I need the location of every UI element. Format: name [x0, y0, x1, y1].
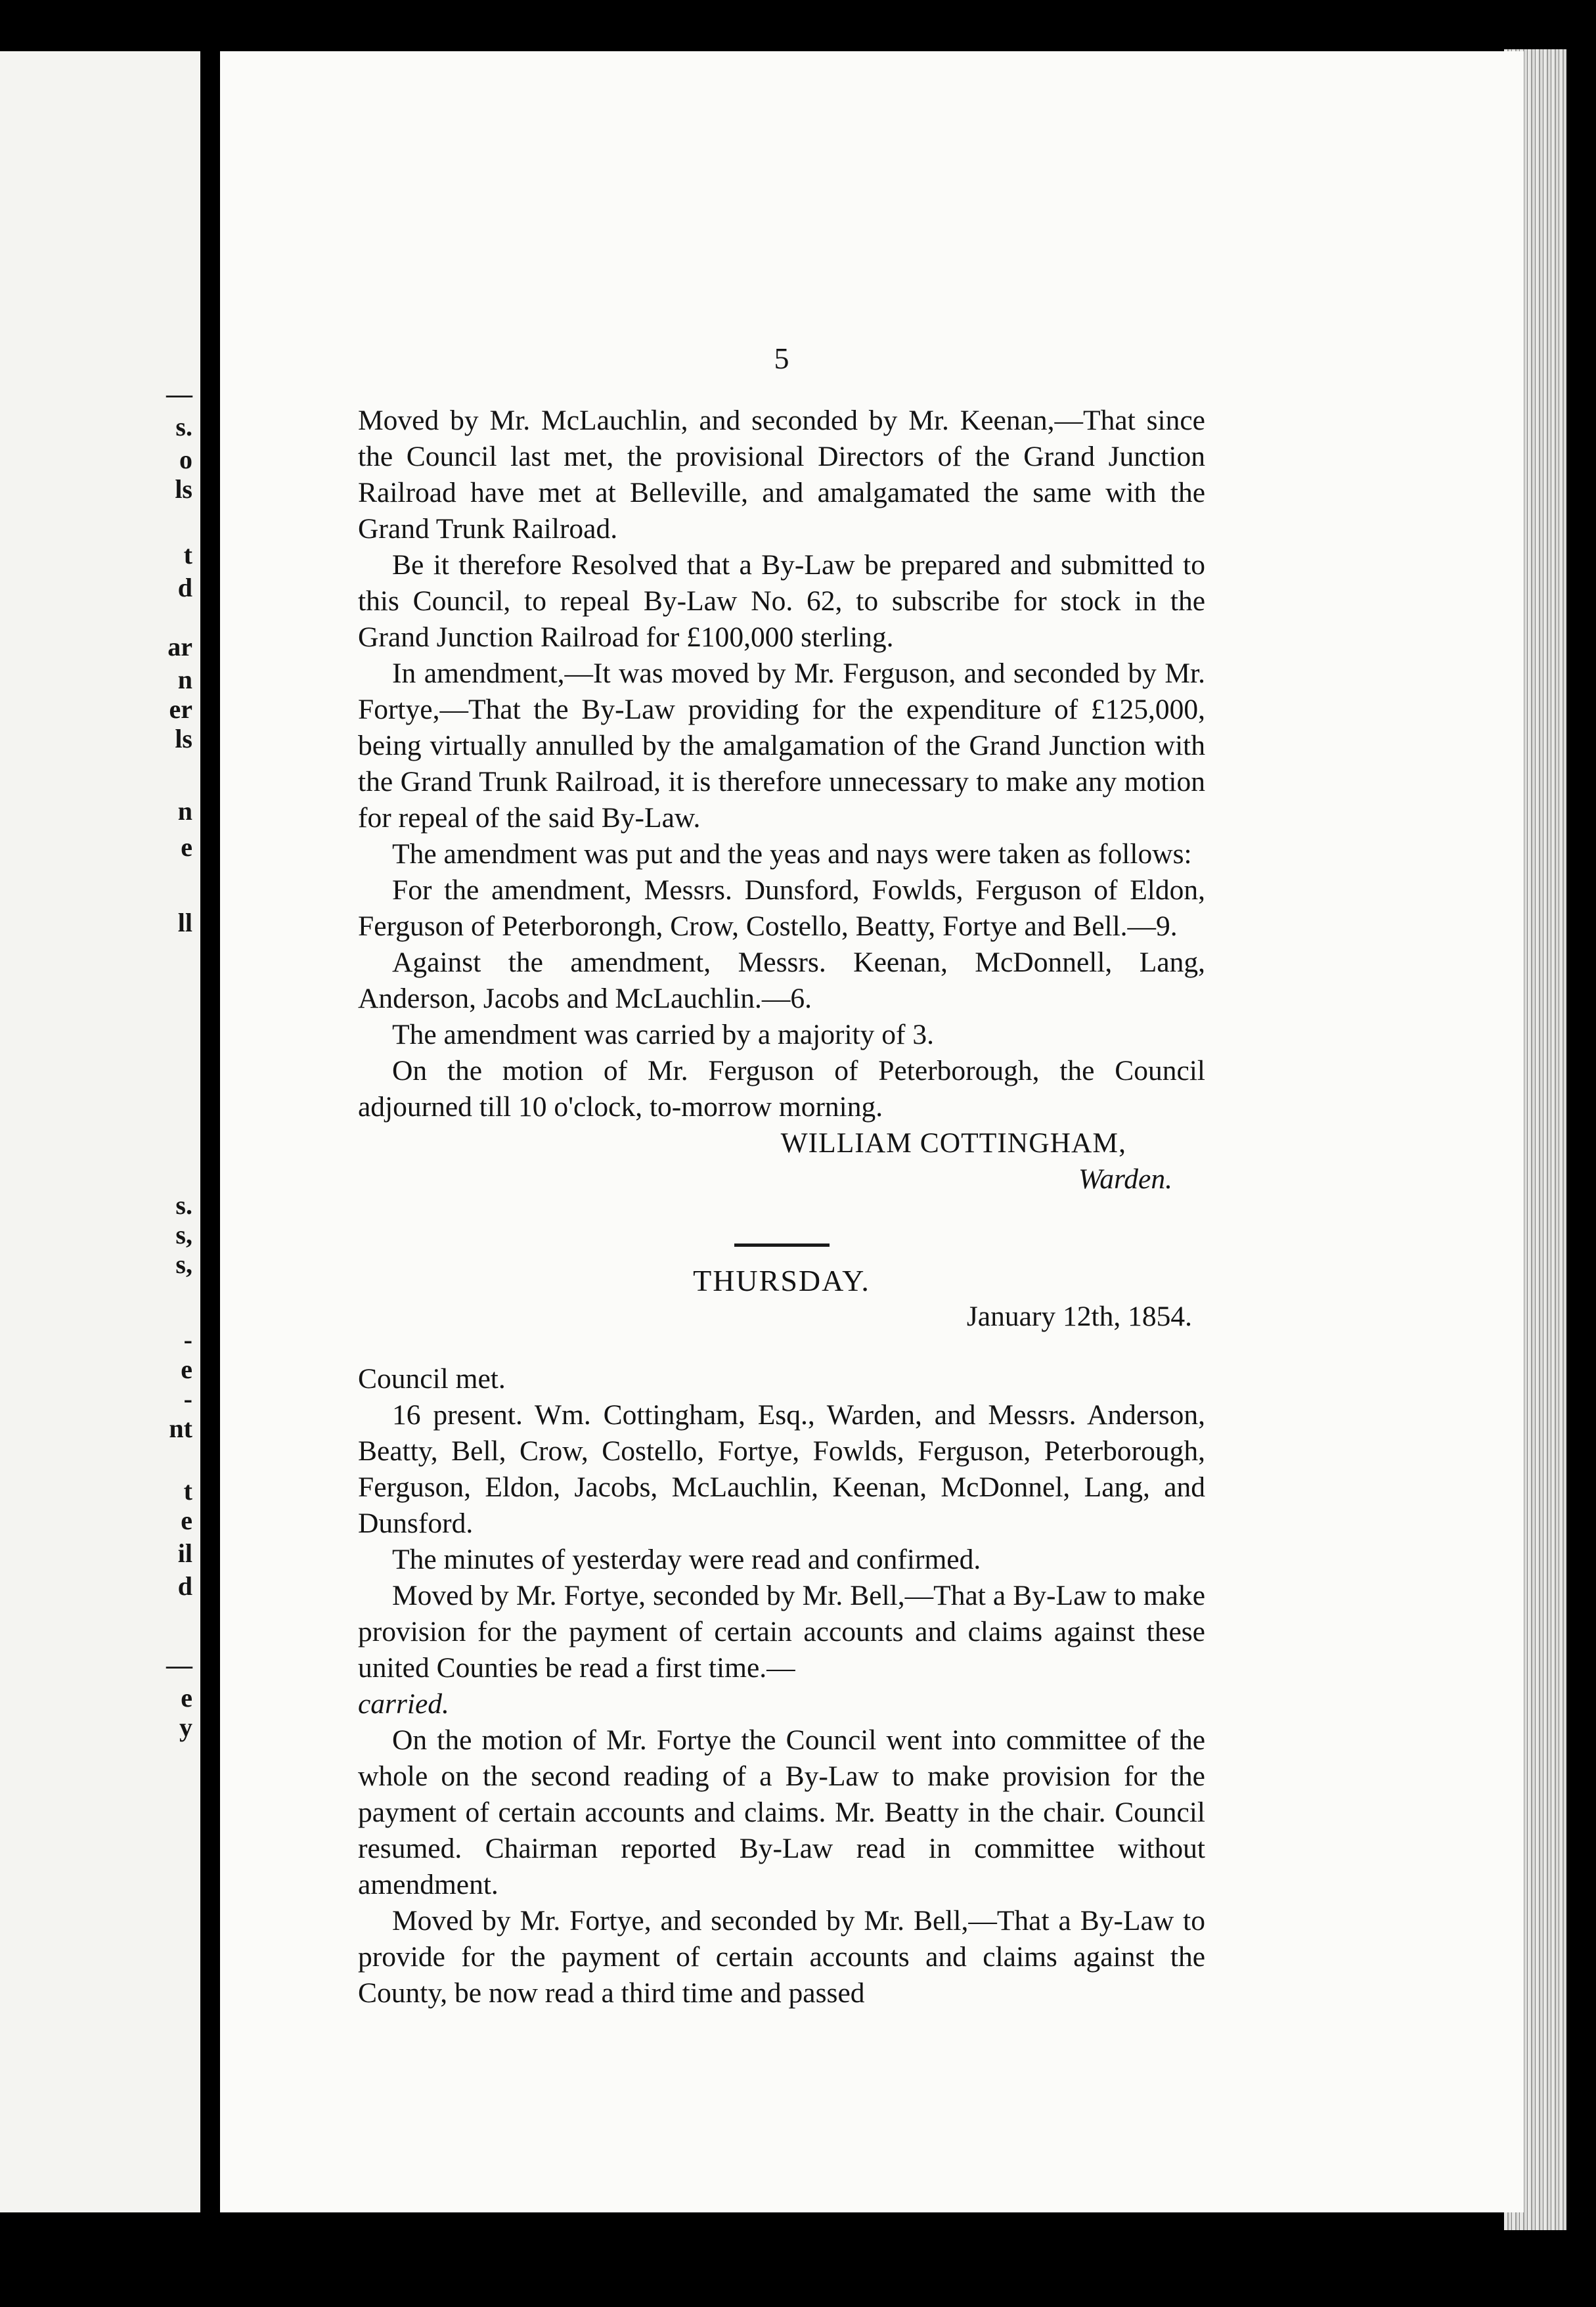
edge-char: e: [181, 1355, 192, 1384]
edge-char: y: [179, 1713, 192, 1742]
edge-char: t: [183, 540, 192, 570]
paragraph: Council met.: [358, 1363, 506, 1395]
edge-char: ls: [175, 724, 192, 753]
paragraph: 16 present. Wm. Cottingham, Esq., Warden, and Messrs. Anderson, Beatty, Bell, Crow, Costello, Fortye, Fowlds, Ferguson, Peterborough, Ferguson, Eldon, Jacobs, McLauchlin, Keenan, McDonnel, Lang, and Dunsford.: [358, 1399, 1205, 1539]
edge-char: ar: [167, 632, 192, 661]
edge-char: s.: [175, 412, 192, 441]
edge-char: —: [166, 1650, 192, 1680]
edge-char: o: [179, 445, 192, 474]
edge-char: ls: [175, 474, 192, 504]
paragraph: The amendment was put and the yeas and nays were taken as follows:: [392, 838, 1192, 870]
paragraph: Moved by Mr. Fortye, seconded by Mr. Bell,—That a By-Law to make provision for the payment of certain accounts and claims against these united Counties be read a first time.—: [358, 1580, 1205, 1684]
edge-char: e: [181, 1506, 192, 1535]
signature-role: Warden.: [1078, 1163, 1172, 1195]
page-number: 5: [774, 342, 789, 375]
edge-char: s,: [175, 1249, 192, 1279]
book-gutter: [200, 0, 220, 2307]
edge-char: t: [183, 1476, 192, 1506]
edge-char: d: [177, 573, 192, 602]
section-date: January 12th, 1854.: [966, 1301, 1192, 1332]
edge-char: s.: [175, 1190, 192, 1220]
carried-note: carried.: [358, 1688, 449, 1720]
signature-name: WILLIAM COTTINGHAM,: [780, 1127, 1126, 1159]
edge-char: d: [177, 1571, 192, 1601]
paragraph: On the motion of Mr. Ferguson of Peterborough, the Council adjourned till 10 o'clock, to-morrow morning.: [358, 1055, 1205, 1123]
edge-char: n: [177, 665, 192, 694]
paragraph: Moved by Mr. McLauchlin, and seconded by Mr. Keenan,—That since the Council last met, the provisional Directors of the Grand Junction Railroad have met at Belleville, and amalgamated the same with the Grand Trunk Railroad.: [358, 405, 1205, 545]
section-divider: [734, 1243, 830, 1247]
edge-char: il: [177, 1538, 192, 1568]
paragraph: On the motion of Mr. Fortye the Council went into committee of the whole on the second reading of a By-Law to make provision for the payment of certain accounts and claims. Mr. Beatty in the chair. Council resumed. Chairman reported By-Law read in committee without amendment.: [358, 1724, 1205, 1900]
edge-char: er: [169, 694, 192, 724]
paragraph: Moved by Mr. Fortye, and seconded by Mr. Bell,—That a By-Law to provide for the payment of certain accounts and claims against the County, be now read a third time and passed: [358, 1905, 1205, 2009]
section-title: THURSDAY.: [693, 1264, 870, 1297]
edge-char: -: [183, 1325, 192, 1355]
paragraph: Against the amendment, Messrs. Keenan, McDonnell, Lang, Anderson, Jacobs and McLauchlin.—6.: [358, 947, 1205, 1014]
edge-char: s,: [175, 1220, 192, 1249]
paragraph: The minutes of yesterday were read and confirmed.: [392, 1544, 981, 1575]
edge-char: e: [181, 832, 192, 862]
edge-char: —: [166, 379, 192, 409]
left-page-edge: [0, 51, 200, 2212]
paragraph: Be it therefore Resolved that a By-Law be prepared and submitted to this Council, to repeal By-Law No. 62, to subscribe for stock in the Grand Junction Railroad for £100,000 sterling.: [358, 549, 1205, 653]
edge-char: e: [181, 1683, 192, 1713]
edge-char: n: [177, 796, 192, 826]
right-page: [220, 51, 1524, 2212]
paragraph: The amendment was carried by a majority of 3.: [392, 1019, 934, 1050]
left-page-edge-text: [0, 51, 200, 2212]
edge-char: ll: [177, 908, 192, 937]
edge-char: -: [183, 1384, 192, 1414]
paragraph: For the amendment, Messrs. Dunsford, Fowlds, Ferguson of Eldon, Ferguson of Peterborongh, Crow, Costello, Beatty, Fortye and Bell.—9.: [358, 874, 1205, 942]
edge-char: nt: [169, 1414, 192, 1443]
page-text: [358, 340, 1205, 2011]
paragraph: In amendment,—It was moved by Mr. Ferguson, and seconded by Mr. Fortye,—That the By-Law providing for the expenditure of £125,000, being virtually annulled by the amalgamation of the Grand Junction with the Grand Trunk Railroad, it is therefore unnecessary to make any motion for repeal of the said By-Law.: [358, 658, 1205, 834]
